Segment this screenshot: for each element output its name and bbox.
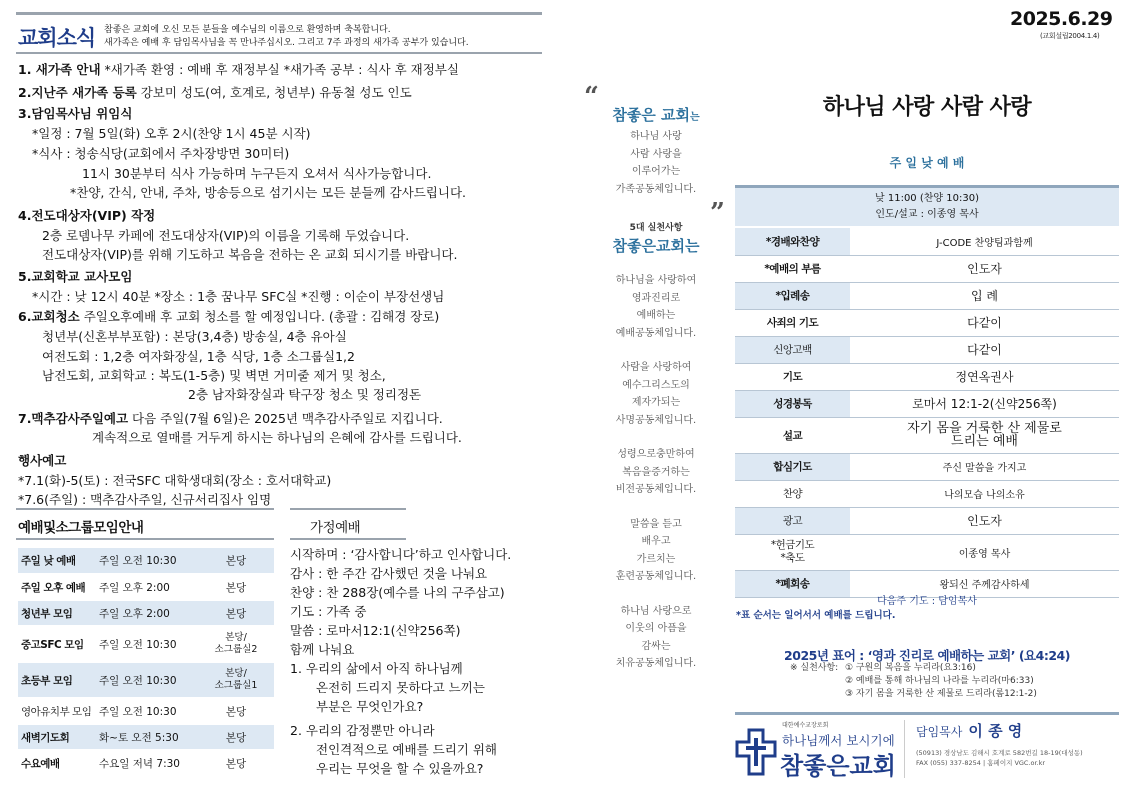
- order-row: [735, 507, 1119, 534]
- schedule-place: 본당: [198, 574, 274, 600]
- order-row: [735, 534, 1119, 570]
- service-time: 낮 11:00 (찬양 10:30): [875, 193, 979, 204]
- welcome-line-2: 새가족은 예배 후 담임목사님을 꼭 만나주십시오. 그리고 7주 과정의 새가족 공부가 있습니다.: [104, 38, 469, 48]
- news-item-4-line: 전도대상자(VIP)를 위해 기도하고 복음을 전하는 온 교회 되시기를 바랍니다.: [42, 247, 458, 262]
- order-who: 입 례: [850, 282, 1119, 309]
- schedule-place: 본당: [198, 548, 274, 574]
- order-row: [735, 309, 1119, 336]
- bulletin-date: 2025.6.29: [1010, 8, 1113, 30]
- schedule-place: 본당: [198, 698, 274, 724]
- schedule-row: [18, 574, 274, 600]
- vision-title: 참좋은 교회는: [612, 106, 700, 124]
- church-tagline: 하나님께서 보시기에: [782, 733, 895, 748]
- schedule-row: [18, 626, 274, 662]
- news-item-6-line: 남전도회, 교회학교 : 복도(1-5층) 및 벽면 거미줄 제거 및 청소,: [42, 368, 386, 383]
- schedule-place: 본당/ 소그룹실1: [198, 662, 274, 698]
- order-item: *입례송: [735, 282, 850, 309]
- family-question: 온전히 드리지 못하다고 느끼는: [316, 680, 485, 695]
- practice-item: ① 구원의 복음을 누리라(요3:16): [845, 663, 976, 673]
- vision-lines: 하나님 사랑 사람 사랑을 이루어가는 가족공동체입니다.: [615, 131, 697, 195]
- news-item-5-title: 5.교회학교 교사모임: [18, 269, 133, 284]
- standing-note: *표 순서는 일어서서 예배를 드립니다.: [736, 610, 896, 621]
- news-item-3-line: *일정 : 7월 5일(화) 오후 2시(찬양 1시 45분 시작): [32, 126, 311, 141]
- family-question: 우리는 무엇을 할 수 있을까요?: [316, 761, 484, 776]
- schedule-time: 주일 오전 10:30: [96, 698, 198, 724]
- news-item-6-line: 2층 남자화장실과 탁구장 청소 및 정리정돈: [188, 387, 422, 402]
- denomination: 대한예수교장로회: [782, 722, 829, 729]
- schedule-name: 영아유치부 모임: [18, 698, 96, 724]
- welcome-line-1: 참좋은 교회에 오신 모든 분들을 예수님의 이름으로 환영하며 축복합니다.: [104, 25, 391, 35]
- order-who: 인도자: [850, 507, 1119, 534]
- practice-block: 하나님 사랑으로 이웃의 아픔을 감싸는 치유공동체입니다.: [615, 605, 697, 669]
- order-who: 이종영 목사: [850, 534, 1119, 570]
- order-row: [735, 336, 1119, 363]
- news-item-6-line: 청년부(신혼부부포함) : 본당(3,4층) 방송실, 4층 유아실: [42, 329, 347, 344]
- schedule-row: [18, 662, 274, 698]
- order-item: 찬양: [735, 480, 850, 507]
- news-item-7-line: 계속적으로 열매를 거두게 하시는 하나님의 은혜에 감사를 드립니다.: [92, 430, 462, 445]
- events-title: 행사예고: [18, 453, 67, 468]
- news-item-4-title: 4.전도대상자(VIP) 작정: [18, 208, 156, 223]
- schedule-title: 예배및소그룹모임안내: [18, 520, 144, 536]
- family-line: 기도 : 가족 중: [290, 604, 367, 619]
- service-title: 주 일 낮 예 배: [889, 156, 965, 170]
- practice-block: 말씀을 듣고 배우고 가르치는 훈련공동체입니다.: [615, 518, 697, 582]
- news-item-3-line: *찬양, 간식, 안내, 주차, 방송등으로 섬기시는 모든 분들께 감사드립니다.: [70, 185, 467, 200]
- schedule-time: 주일 오전 10:30: [96, 662, 198, 698]
- schedule-row: [18, 600, 274, 626]
- church-address: (50913) 경상남도 김해시 호계로 582번길 18-19(대성동) FAX (055) 337-8254 | 홈페이지 VGC.or.kr: [916, 749, 1083, 767]
- news-item-6-line: 여전도회 : 1,2층 여자화장실, 1층 식당, 1층 소그룹실1,2: [42, 349, 355, 364]
- schedule-name: 중고SFC 모임: [18, 626, 96, 662]
- schedule-place: 본당: [198, 724, 274, 750]
- family-question: 2. 우리의 감정뿐만 아니라: [290, 723, 435, 738]
- schedule-row: [18, 750, 274, 776]
- family-line: 시작하며 : ‘감사합니다’하고 인사합니다.: [290, 547, 512, 562]
- sermon-title: 하나님 사랑 사람 사랑: [822, 95, 1032, 120]
- news-item-4-line: 2층 로뎀나무 카페에 전도대상자(VIP)의 이름을 기록해 두었습니다.: [42, 228, 410, 243]
- news-item-3-line: 11시 30분부터 식사 가능하며 누구든지 오셔서 식사가능합니다.: [82, 166, 432, 181]
- news-item-2: 2.지난주 새가족 등록 강보미 성도(여, 호계로, 청년부) 유동철 성도 인도: [18, 85, 412, 100]
- practice-block: 성령으로충만하여 복음을증거하는 비전공동체입니다.: [615, 449, 697, 495]
- service-leader: 인도/설교 : 이종영 목사: [875, 209, 979, 220]
- order-row: [735, 480, 1119, 507]
- worship-order-table: [735, 228, 1119, 598]
- schedule-title-rule: [16, 538, 274, 540]
- church-vision: [586, 90, 726, 673]
- church-name: 참좋은교회: [780, 752, 896, 780]
- order-who: 로마서 12:1-2(신약256쪽): [850, 390, 1119, 417]
- schedule-time: 주일 오후 2:00: [96, 600, 198, 626]
- schedule-name: 청년부 모임: [18, 600, 96, 626]
- year-motto: 2025년 표어 : ‘영과 진리로 예배하는 교회’ (요4:24): [784, 648, 1070, 663]
- news-item-3-line: *식사 : 청송식당(교회에서 주차장방면 30미터): [32, 146, 290, 161]
- family-title-rule: [290, 538, 406, 540]
- order-row: [735, 228, 1119, 255]
- schedule-place: 본당: [198, 600, 274, 626]
- schedule-top-rule: [16, 508, 274, 510]
- family-question: 1. 우리의 삶에서 아직 하나님께: [290, 661, 463, 676]
- family-line: 감사 : 한 주간 감사했던 것을 나눠요: [290, 566, 488, 581]
- schedule-name: 초등부 모임: [18, 662, 96, 698]
- practice-block: 하나님을 사랑하여 영과진리로 예배하는 예배공동체입니다.: [615, 275, 697, 339]
- order-item: *폐회송: [735, 570, 850, 597]
- schedule-time: 주일 오전 10:30: [96, 548, 198, 574]
- schedule-time: 화~토 오전 5:30: [96, 724, 198, 750]
- footer-divider: [904, 720, 905, 778]
- order-who: 다같이: [850, 336, 1119, 363]
- order-row: [735, 282, 1119, 309]
- order-item: 광고: [735, 507, 850, 534]
- family-line: 말씀 : 로마서12:1(신약256쪽): [290, 623, 461, 638]
- news-item-3-title: 3.담임목사님 위임식: [18, 106, 133, 121]
- quote-open-icon: “: [584, 82, 599, 112]
- order-item: 합심기도: [735, 453, 850, 480]
- order-who: J-CODE 찬양팀과함께: [850, 228, 1119, 255]
- order-row: [735, 363, 1119, 390]
- practice-block: 사람을 사랑하여 예수그리스도의 제자가되는 사명공동체입니다.: [615, 362, 697, 426]
- news-item-7: 7.맥추감사주일예고 다음 주일(7월 6일)은 2025년 맥추감사주일로 지킵니다.: [18, 411, 443, 426]
- order-row: [735, 390, 1119, 417]
- schedule-time: 주일 오전 10:30: [96, 626, 198, 662]
- church-cross-logo-icon: [735, 728, 777, 776]
- schedule-time: 주일 오후 2:00: [96, 574, 198, 600]
- top-divider: [16, 12, 542, 15]
- pastor: 담임목사 이 종 영: [916, 722, 1023, 740]
- order-item: 신앙고백: [735, 336, 850, 363]
- order-item: 설교: [735, 417, 850, 453]
- event-item: *7.1(화)-5(토) : 전국SFC 대학생대회(장소 : 호서대학교): [18, 473, 332, 488]
- schedule-row: [18, 698, 274, 724]
- news-item-1: 1. 새가족 안내 *새가족 환영 : 예배 후 재정부실 *새가족 공부 : 식사 후 재정부실: [18, 62, 459, 77]
- order-who: 주신 말씀을 가지고: [850, 453, 1119, 480]
- news-item-6: 6.교회청소 주일오후예배 후 교회 청소를 할 예정입니다. (총괄 : 김해경 장로): [18, 309, 440, 324]
- schedule-place: 본당: [198, 750, 274, 776]
- order-who: 자기 몸을 거룩한 산 제물로 드리는 예배: [850, 417, 1119, 453]
- order-item: *경배와찬양: [735, 228, 850, 255]
- service-time-box: [735, 188, 1119, 226]
- order-item: *헌금기도 *축도: [735, 534, 850, 570]
- schedule-name: 수요예배: [18, 750, 96, 776]
- order-who: 정연옥권사: [850, 363, 1119, 390]
- motto-practice: [790, 662, 1037, 699]
- schedule-name: 주일 오후 예배: [18, 574, 96, 600]
- order-row: [735, 453, 1119, 480]
- practice-item: ③ 자기 몸을 거룩한 산 제물로 드리라(롬12:1-2): [845, 689, 1037, 699]
- order-who: 나의모습 나의소유: [850, 480, 1119, 507]
- practice-label: ※ 실천사항:: [790, 663, 839, 673]
- family-question: 전인격적으로 예배를 드리기 위해: [316, 742, 497, 757]
- news-welcome: [104, 24, 544, 50]
- order-who: 인도자: [850, 255, 1119, 282]
- schedule-name: 주일 낮 예배: [18, 548, 96, 574]
- order-item: 사죄의 기도: [735, 309, 850, 336]
- news-header-rule: [16, 52, 542, 54]
- footer-rule: [735, 712, 1119, 715]
- order-item: 기도: [735, 363, 850, 390]
- schedule-row: [18, 724, 274, 750]
- order-item: 성경봉독: [735, 390, 850, 417]
- schedule-place: 본당/ 소그룹실2: [198, 626, 274, 662]
- family-title: 가정예배: [310, 520, 361, 536]
- order-who: 왕되신 주께감사하세: [850, 570, 1119, 597]
- family-question: 부분은 무엇인가요?: [316, 699, 424, 714]
- practice-item: ② 예배를 통해 하나님의 나라를 누리라(마6:33): [845, 676, 1034, 686]
- practice-title: 참좋은교회는: [612, 237, 700, 255]
- family-line: 함께 나눠요: [290, 642, 355, 657]
- schedule-table: [18, 548, 274, 777]
- event-item: *7.6(주일) : 맥추감사주일, 신규서리집사 임명: [18, 492, 272, 507]
- established-date: (교회설립2004.1.4): [1040, 32, 1100, 40]
- order-row: [735, 255, 1119, 282]
- family-top-rule: [290, 508, 406, 510]
- schedule-name: 새벽기도회: [18, 724, 96, 750]
- news-item-5-line: *시간 : 낮 12시 40분 *장소 : 1층 꿈나무 SFC실 *진행 : 이순이 부장선생님: [32, 289, 445, 304]
- order-item: *예배의 부름: [735, 255, 850, 282]
- order-who: 다같이: [850, 309, 1119, 336]
- practice-label: 5대 실천사항: [629, 223, 683, 233]
- news-title: 교회소식: [18, 26, 96, 50]
- next-prayer: 다음주 기도 : 담임목사: [877, 596, 977, 607]
- order-row: [735, 417, 1119, 453]
- schedule-row: [18, 548, 274, 574]
- quote-close-icon: ”: [710, 198, 725, 228]
- family-line: 찬양 : 찬 288장(예수를 나의 구주삼고): [290, 585, 505, 600]
- schedule-time: 수요일 저녁 7:30: [96, 750, 198, 776]
